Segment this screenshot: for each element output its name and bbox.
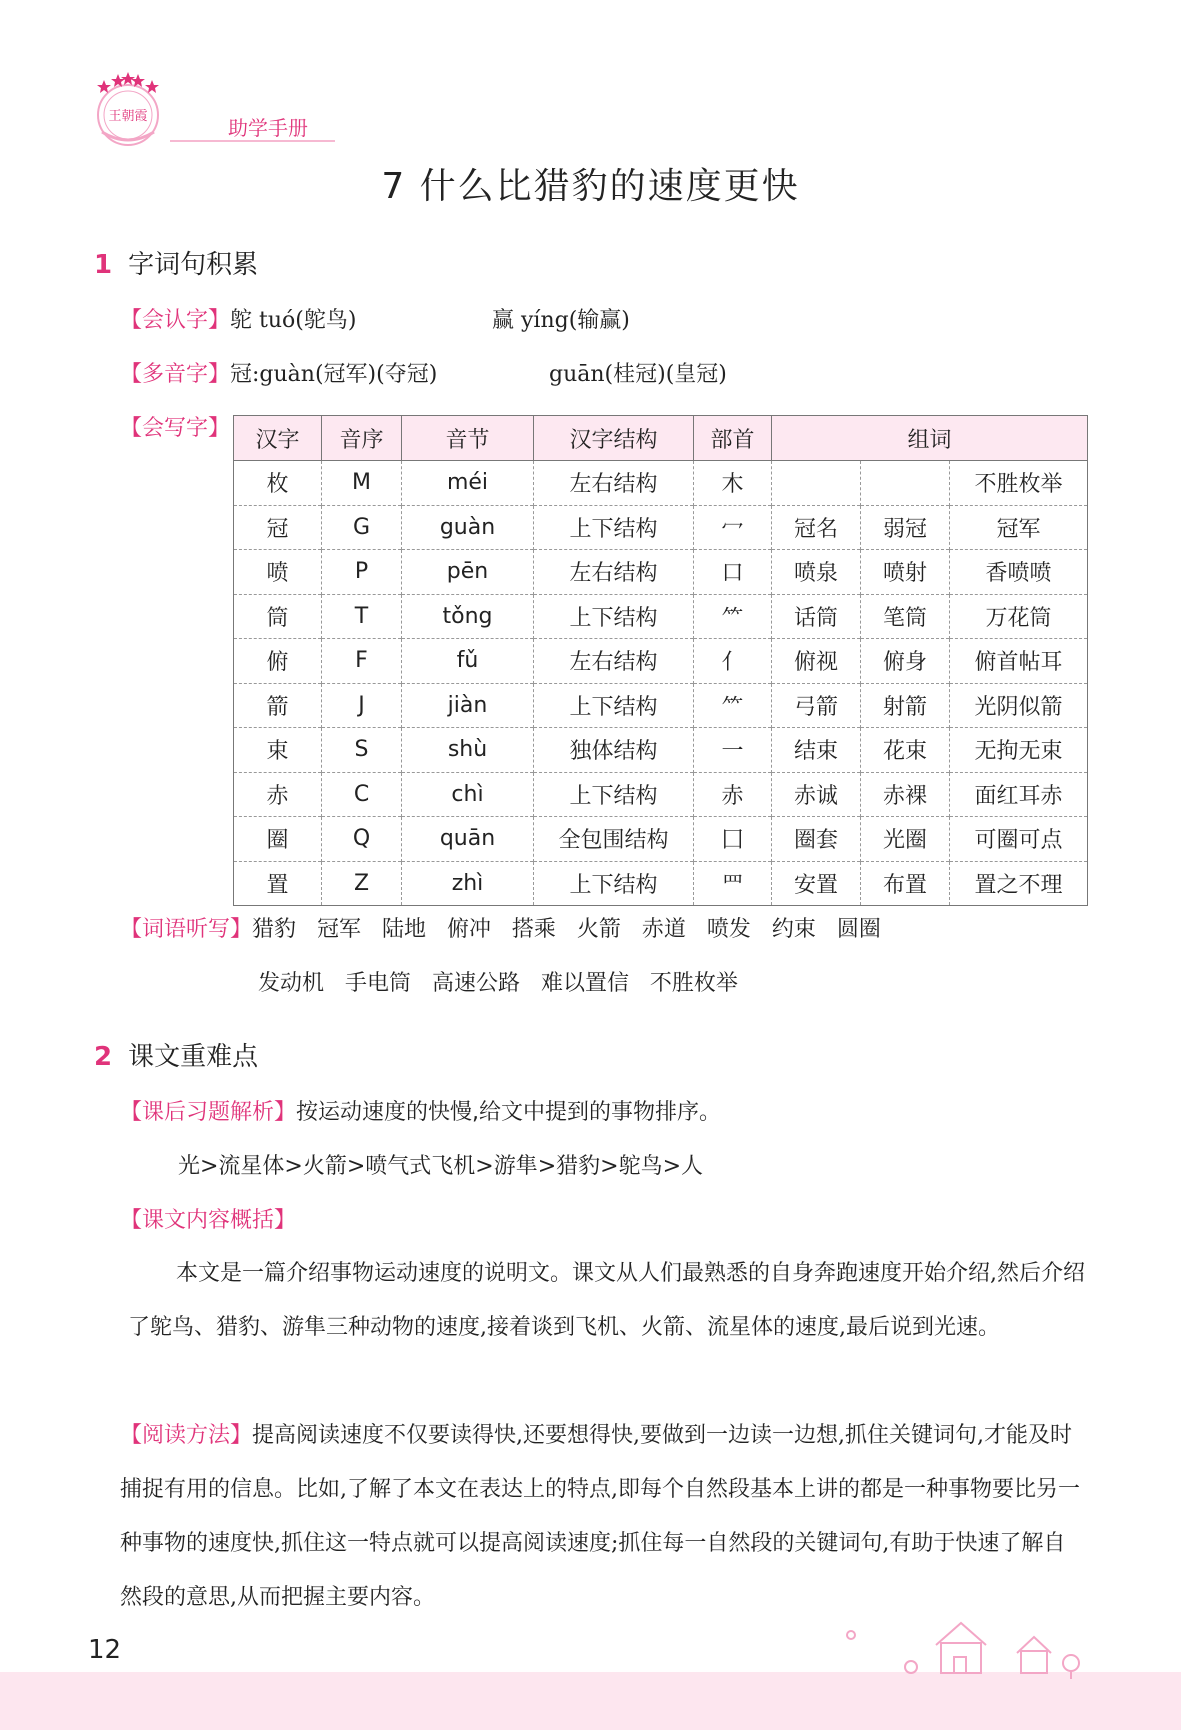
table-cell: 束 [234, 728, 322, 773]
page-title: 7 什么比猎豹的速度更快 [381, 166, 800, 207]
table-cell: tǒng [402, 594, 534, 639]
page-number: 12 [88, 1635, 122, 1665]
table-cell: G [322, 505, 402, 550]
table-cell: 弓箭 [772, 683, 861, 728]
header-label: 助学手册 [228, 116, 308, 140]
table-cell: Q [322, 817, 402, 862]
brand-logo [88, 70, 168, 150]
table-cell: 独体结构 [534, 728, 694, 773]
table-cell: 话筒 [772, 594, 861, 639]
table-cell: 赤 [694, 772, 772, 817]
kehou-tag: 【课后习题解析】 [120, 1100, 297, 1125]
table-cell: 圈套 [772, 817, 861, 862]
tingxie-words-2: 发动机 手电筒 高速公路 难以置信 不胜枚举 [258, 971, 738, 996]
table-cell: pēn [402, 550, 534, 595]
table-cell: S [322, 728, 402, 773]
table-cell: 枚 [234, 461, 322, 506]
huirenzi-item-2: 赢 yíng(输赢) [492, 308, 630, 333]
table-cell: 左右结构 [534, 550, 694, 595]
table-header: 音序 [322, 416, 402, 461]
duoyinzi-tag: 【多音字】 [120, 362, 231, 387]
table-cell: Z [322, 861, 402, 906]
table-cell: P [322, 550, 402, 595]
character-table [233, 415, 1088, 906]
table-cell: 面红耳赤 [950, 772, 1088, 817]
table-cell: 亻 [694, 639, 772, 684]
header-divider [170, 140, 335, 142]
table-cell: 射箭 [861, 683, 950, 728]
table-cell: 左右结构 [534, 461, 694, 506]
table-row [234, 594, 1088, 639]
table-cell: chì [402, 772, 534, 817]
table-cell [772, 461, 861, 506]
kehou-answer: 光>流星体>火箭>喷气式飞机>游隼>猎豹>鸵鸟>人 [178, 1154, 704, 1179]
table-cell: 赤诚 [772, 772, 861, 817]
table-header: 音节 [402, 416, 534, 461]
table-cell: 口 [694, 550, 772, 595]
yuedu-text: 提高阅读速度不仅要读得快,还要想得快,要做到一边读一边想,抓住关键词句,才能及时捕捉有用的信息。比如,了解了本文在表达上的特点,即每个自然段基本上讲的都是一种事物要比另一种事物的速度快,抓住这一特点就可以提高阅读速度;抓住每一自然段的关键词句,有助于快速了解自然段的意思,从而把握主要内容。 [120, 1423, 1080, 1610]
svg-text:王朝霞: 王朝霞 [108, 109, 148, 124]
gaikuo-tag: 【课文内容概括】 [120, 1208, 297, 1233]
table-cell: 喷射 [861, 550, 950, 595]
kehou-row [120, 1095, 721, 1126]
section-1-number: 1 [94, 250, 113, 280]
yuedu-paragraph [120, 1409, 1086, 1625]
table-cell: 置 [234, 861, 322, 906]
table-cell: 光阴似箭 [950, 683, 1088, 728]
section-2-number: 2 [94, 1042, 113, 1072]
table-cell [861, 461, 950, 506]
section-2-heading [94, 1036, 258, 1073]
table-cell: 上下结构 [534, 594, 694, 639]
table-row [234, 550, 1088, 595]
table-row [234, 461, 1088, 506]
duoyinzi-item: 冠:guàn(冠军)(夺冠) [230, 362, 438, 387]
house-decoration-icon [821, 1615, 1121, 1685]
tingxie-words: 猎豹 冠军 陆地 俯冲 搭乘 火箭 赤道 喷发 约束 圆圈 [252, 917, 881, 942]
table-row [234, 861, 1088, 906]
tingxie-row [120, 912, 881, 943]
table-row [234, 772, 1088, 817]
table-cell: M [322, 461, 402, 506]
duoyinzi-item-2: guān(桂冠)(皇冠) [549, 362, 727, 387]
table-cell: 万花筒 [950, 594, 1088, 639]
section-1-title: 字词句积累 [128, 250, 259, 280]
table-cell: 冠军 [950, 505, 1088, 550]
huirenzi-tag: 【会认字】 [120, 308, 231, 333]
table-cell: 圈 [234, 817, 322, 862]
table-cell: fǔ [402, 639, 534, 684]
table-cell: 结束 [772, 728, 861, 773]
gaikuo-text: 本文是一篇介绍事物运动速度的说明文。课文从人们最熟悉的自身奔跑速度开始介绍,然后介绍了鸵鸟、猎豹、游隼三种动物的速度,接着谈到飞机、火箭、流星体的速度,最后说到光速。 [128, 1261, 1085, 1340]
table-cell: 无拘无束 [950, 728, 1088, 773]
table-cell: méi [402, 461, 534, 506]
table-header: 组词 [772, 416, 1088, 461]
table-cell: 喷泉 [772, 550, 861, 595]
huirenzi-item: 鸵 tuó(鸵鸟) [230, 308, 357, 333]
table-cell: T [322, 594, 402, 639]
table-cell: 一 [694, 728, 772, 773]
table-cell: C [322, 772, 402, 817]
table-cell: 喷 [234, 550, 322, 595]
table-cell: 花束 [861, 728, 950, 773]
section-2-title: 课文重难点 [128, 1042, 259, 1072]
table-cell: 木 [694, 461, 772, 506]
table-cell: ⺮ [694, 594, 772, 639]
kehou-question: 按运动速度的快慢,给文中提到的事物排序。 [296, 1100, 722, 1125]
table-cell: 香喷喷 [950, 550, 1088, 595]
table-cell: 箭 [234, 683, 322, 728]
table-cell: 冠 [234, 505, 322, 550]
table-cell: 全包围结构 [534, 817, 694, 862]
table-cell: ⺮ [694, 683, 772, 728]
gaikuo-paragraph [128, 1247, 1086, 1355]
table-header: 汉字 [234, 416, 322, 461]
table-cell: 弱冠 [861, 505, 950, 550]
table-cell: 置之不理 [950, 861, 1088, 906]
table-cell: 赤 [234, 772, 322, 817]
table-cell: 俯视 [772, 639, 861, 684]
table-cell: 冠名 [772, 505, 861, 550]
section-1-heading [94, 244, 258, 281]
table-cell: 俯 [234, 639, 322, 684]
table-cell: 俯首帖耳 [950, 639, 1088, 684]
huixiezi-tag: 【会写字】 [120, 416, 231, 441]
table-cell: 上下结构 [534, 505, 694, 550]
table-cell: 赤裸 [861, 772, 950, 817]
tingxie-tag: 【词语听写】 [120, 917, 253, 942]
table-header: 汉字结构 [534, 416, 694, 461]
table-row [234, 683, 1088, 728]
table-cell: quān [402, 817, 534, 862]
table-cell: F [322, 639, 402, 684]
table-cell: guàn [402, 505, 534, 550]
table-cell: 不胜枚举 [950, 461, 1088, 506]
table-row [234, 817, 1088, 862]
table-cell: 囗 [694, 817, 772, 862]
table-cell: jiàn [402, 683, 534, 728]
table-cell: zhì [402, 861, 534, 906]
table-cell: 上下结构 [534, 861, 694, 906]
table-header-row [234, 416, 1088, 461]
table-row [234, 639, 1088, 684]
table-cell: 光圈 [861, 817, 950, 862]
huirenzi-row [120, 303, 356, 334]
table-cell: 罒 [694, 861, 772, 906]
table-cell: 上下结构 [534, 772, 694, 817]
table-cell: 笔筒 [861, 594, 950, 639]
table-cell: shù [402, 728, 534, 773]
table-cell: J [322, 683, 402, 728]
table-cell: 冖 [694, 505, 772, 550]
table-cell: 安置 [772, 861, 861, 906]
table-cell: 可圈可点 [950, 817, 1088, 862]
table-header: 部首 [694, 416, 772, 461]
yuedu-tag: 【阅读方法】 [120, 1423, 253, 1448]
table-cell: 俯身 [861, 639, 950, 684]
table-cell: 上下结构 [534, 683, 694, 728]
duoyinzi-row [120, 357, 437, 388]
table-row [234, 505, 1088, 550]
table-row [234, 728, 1088, 773]
table-cell: 筒 [234, 594, 322, 639]
table-cell: 左右结构 [534, 639, 694, 684]
table-cell: 布置 [861, 861, 950, 906]
